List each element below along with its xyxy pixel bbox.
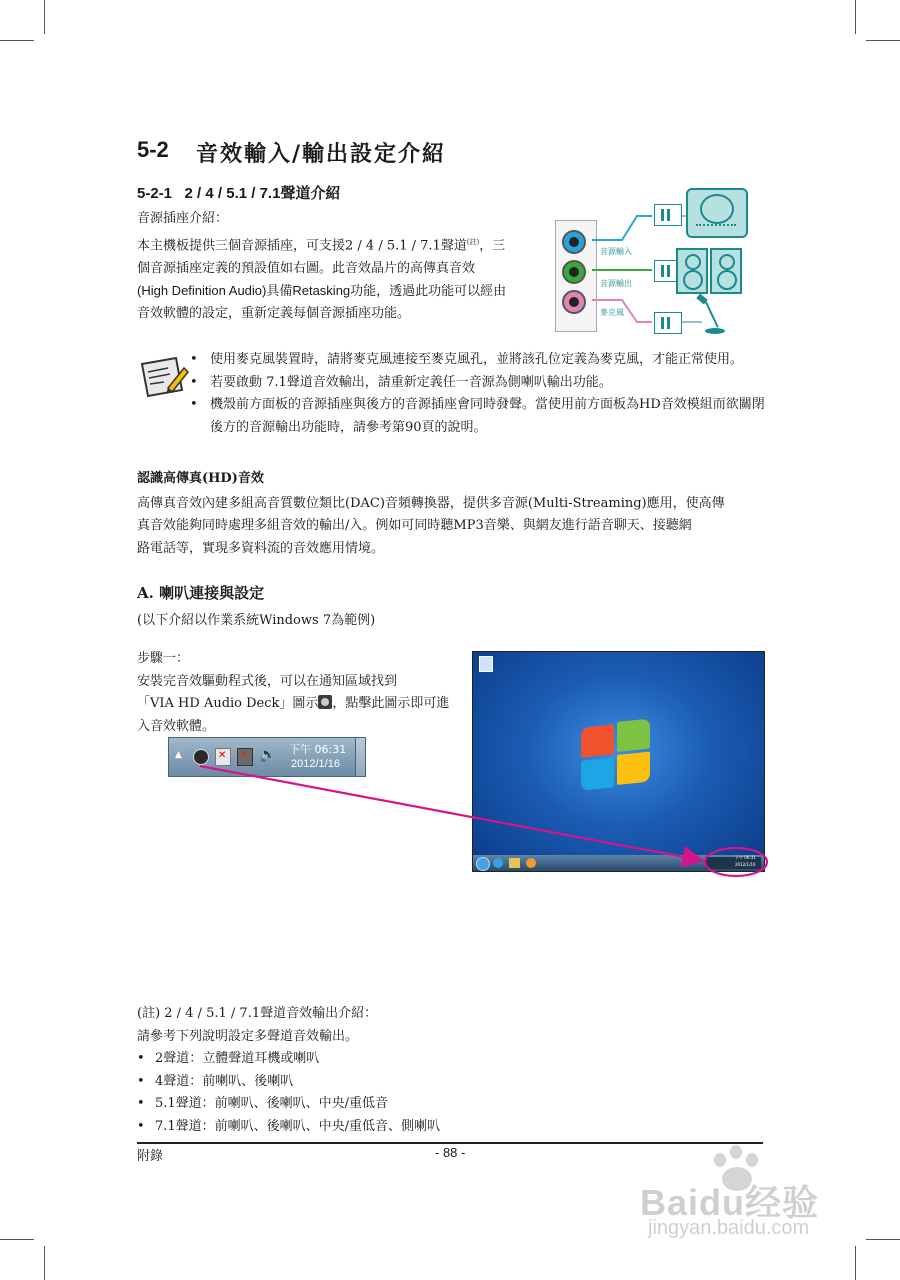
intro-line: (High Definition Audio)具備Retasking功能，透過此功能可以經由 <box>137 283 507 299</box>
tray-time: 下午 06:31 <box>289 743 347 756</box>
footer-section: 附錄 <box>137 1149 164 1164</box>
step-line: 入音效軟體。 <box>137 718 216 734</box>
step-line: 安裝完音效驅動程式後，可以在通知區域找到 <box>137 673 398 689</box>
tray-date: 2012/1/16 <box>291 758 340 770</box>
flag-icon[interactable]: ✕ <box>215 748 231 766</box>
notes-intro: 請參考下列說明設定多聲道音效輸出。 <box>137 1028 359 1044</box>
speaker-subtitle: (以下介紹以作業系統Windows 7為範例) <box>137 613 376 628</box>
line-out-label: 音源輸出 <box>600 279 632 288</box>
tray-arrow-icon[interactable]: ▲ <box>175 750 182 760</box>
desktop-tray-time: 下午 06:31 <box>735 855 756 860</box>
step-line: 「VIA HD Audio Deck」圖示 ，點擊此圖示即可進 <box>137 696 450 712</box>
watermark-url: jingyan.baidu.com <box>648 1217 810 1239</box>
baidu-watermark <box>640 1145 870 1245</box>
tip-item: • 機殼前方面板的音源插座與後方的音源插座會同時發聲。當使用前方面板為HD音效模組而欲關閉後方的音源輸出功能時，請參考第90頁的說明。 <box>190 394 770 439</box>
subsection-title-text: 2 / 4 / 5.1 / 7.1聲道介紹 <box>184 185 341 202</box>
hd-heading: 認識高傳真(HD)音效 <box>137 471 264 486</box>
volume-icon[interactable]: 🔈 <box>259 747 277 763</box>
tip-item: • 若要啟動 7.1聲道音效輸出，請重新定義任一音源為側喇叭輸出功能。 <box>190 372 770 395</box>
section-title: 音效輸入/輸出設定介紹 <box>196 141 447 167</box>
notes-list <box>137 1003 737 1138</box>
notes-heading: (註) 2 / 4 / 5.1 / 7.1聲道音效輸出介紹： <box>137 1006 378 1021</box>
page-number: - 88 - <box>435 1145 466 1160</box>
intro-line: 個音源插座定義的預設值如右圖。此音效晶片的高傳真音效 <box>137 260 476 276</box>
note-item: • 4聲道：前喇叭、後喇叭 <box>137 1071 737 1094</box>
watermark-brand: Baidu经验 <box>640 1182 820 1223</box>
mic-label: 麥克風 <box>600 308 624 317</box>
note-item: • 5.1聲道：前喇叭、後喇叭、中央/重低音 <box>137 1093 737 1116</box>
intro-heading: 音源插座介紹： <box>137 211 229 226</box>
network-icon[interactable]: ✕ <box>237 748 253 766</box>
footer-rule <box>137 1142 763 1144</box>
hd-line: 高傳真音效內建多組高音質數位類比(DAC)音頻轉換器，提供多音源(Multi-Streaming)應用，使高傳 <box>137 495 725 511</box>
note-mark: (註) <box>466 237 480 246</box>
intro-line: 音效軟體的設定，重新定義每個音源插座功能。 <box>137 305 411 321</box>
desktop-tray-date: 2012/1/16 <box>735 862 756 867</box>
hd-line: 真音效能夠同時處理多組音效的輸出/入。例如可同時聽MP3音樂、與網友進行語音聊天、接聽網 <box>137 518 692 534</box>
hd-line: 路電話等，實現多資料流的音效應用情境。 <box>137 540 385 556</box>
note-item: • 7.1聲道：前喇叭、後喇叭、中央/重低音、側喇叭 <box>137 1116 737 1139</box>
section-number: 5-2 <box>137 137 169 162</box>
intro-line: 本主機板提供三個音源插座，可支援2 / 4 / 5.1 / 7.1聲道$^{(註)}$，三 <box>137 237 506 253</box>
line-in-label: 音源輸入 <box>600 247 632 256</box>
step-heading: 步驟一： <box>137 651 190 666</box>
note-item: • 2聲道：立體聲道耳機或喇叭 <box>137 1048 737 1071</box>
subsection-number: 5-2-1 <box>137 185 173 202</box>
speaker-heading: A. 喇叭連接與設定 <box>137 584 265 602</box>
tip-item: • 使用麥克風裝置時，請將麥克風連接至麥克風孔，並將該孔位定義為麥克風，才能正常使用。 <box>190 349 770 372</box>
